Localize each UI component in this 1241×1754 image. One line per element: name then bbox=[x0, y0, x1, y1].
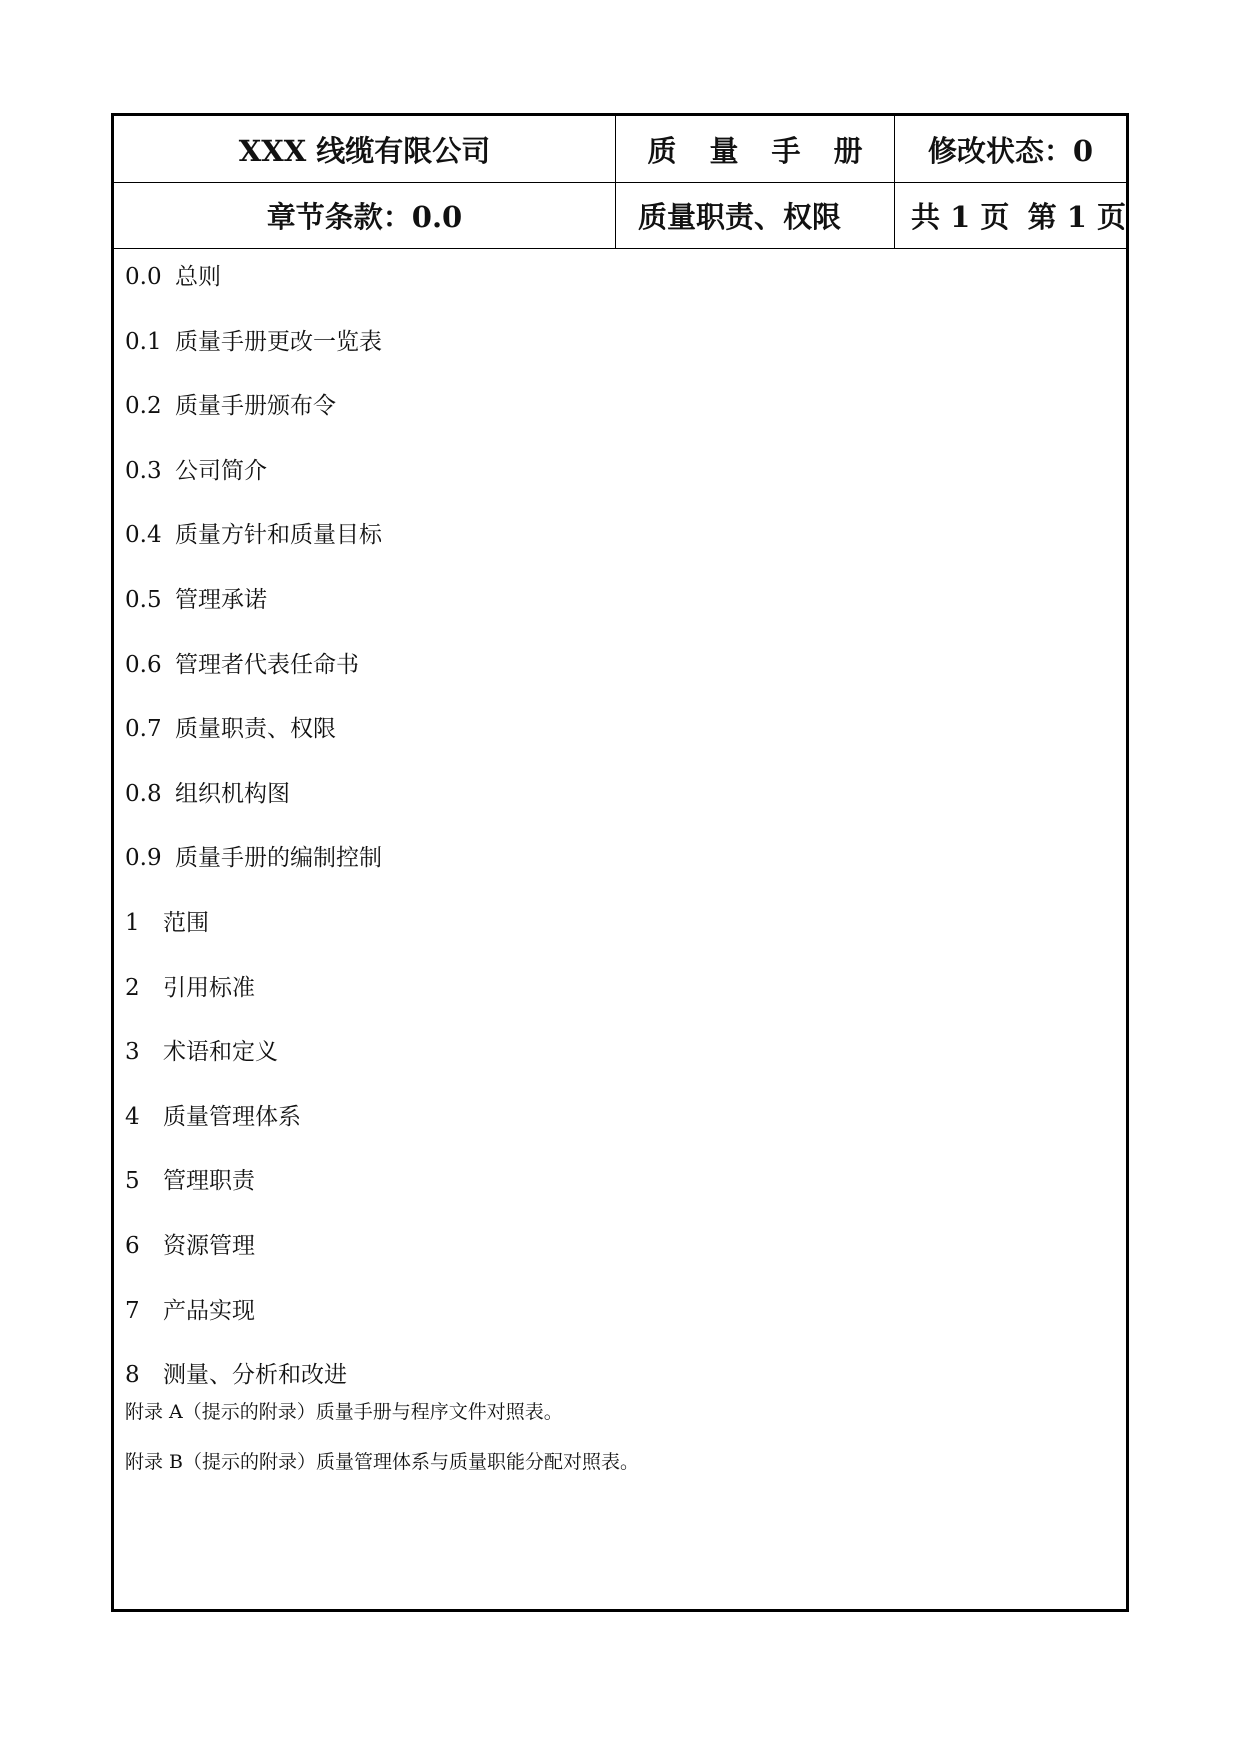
toc-title: 组织机构图 bbox=[175, 780, 290, 807]
toc-item bbox=[125, 1037, 382, 1102]
toc-number: 0.3 bbox=[125, 457, 162, 484]
toc-item bbox=[125, 262, 382, 327]
toc-number: 7 bbox=[125, 1297, 140, 1324]
toc-number: 0.7 bbox=[125, 716, 162, 743]
toc-item bbox=[125, 1102, 382, 1167]
toc-title: 术语和定义 bbox=[163, 1039, 278, 1066]
toc-item bbox=[125, 973, 382, 1038]
page-count bbox=[895, 183, 1126, 248]
toc-title: 管理职责 bbox=[163, 1168, 255, 1195]
toc-title: 管理者代表任命书 bbox=[175, 651, 359, 678]
toc-item bbox=[125, 1296, 382, 1361]
toc-title: 质量手册更改一览表 bbox=[175, 328, 382, 355]
toc-number: 0.2 bbox=[125, 393, 162, 420]
toc-item bbox=[125, 714, 382, 779]
toc-title: 资源管理 bbox=[163, 1232, 255, 1259]
toc-item bbox=[125, 391, 382, 456]
toc-number: 3 bbox=[125, 1039, 140, 1066]
toc-title: 质量职责、权限 bbox=[175, 716, 336, 743]
header-row-1 bbox=[114, 116, 1126, 183]
revision-status: 修改状态：0 bbox=[927, 133, 1094, 168]
toc-item bbox=[125, 585, 382, 650]
toc-item bbox=[125, 520, 382, 585]
contents-body bbox=[114, 249, 1126, 1609]
toc-number: 0.8 bbox=[125, 780, 162, 807]
toc-title: 管理承诺 bbox=[175, 586, 267, 613]
toc-title: 范围 bbox=[163, 909, 209, 936]
toc-number: 0.5 bbox=[125, 586, 162, 613]
toc-number: 0.6 bbox=[125, 651, 162, 678]
total-pages: 共 1 页 bbox=[911, 200, 1010, 234]
toc-item bbox=[125, 908, 382, 973]
toc-item bbox=[125, 843, 382, 908]
toc-title: 测量、分析和改进 bbox=[163, 1362, 347, 1389]
toc-number: 4 bbox=[125, 1103, 140, 1130]
toc-title: 质量手册的编制控制 bbox=[175, 845, 382, 872]
toc-title: 质量方针和质量目标 bbox=[175, 522, 382, 549]
toc-item bbox=[125, 456, 382, 521]
company-name: XXX 线缆有限公司 bbox=[114, 116, 616, 182]
toc-title: 产品实现 bbox=[163, 1297, 255, 1324]
toc-number: 0.4 bbox=[125, 522, 162, 549]
toc-title: 质量手册颁布令 bbox=[175, 393, 336, 420]
document-type: 质量手册 bbox=[616, 116, 895, 182]
toc-item bbox=[125, 1231, 382, 1296]
toc-number: 6 bbox=[125, 1232, 140, 1259]
toc-title: 引用标准 bbox=[163, 974, 255, 1001]
section-title: 质量职责、权限 bbox=[616, 183, 895, 248]
toc-number: 8 bbox=[125, 1362, 140, 1389]
page-number: 第 1 页 bbox=[1027, 200, 1126, 234]
header-row-2 bbox=[114, 183, 1126, 249]
toc-number: 0.1 bbox=[125, 328, 162, 355]
toc-title: 总则 bbox=[175, 264, 221, 290]
toc-number: 5 bbox=[125, 1168, 140, 1195]
toc-item bbox=[125, 650, 382, 715]
toc-item bbox=[125, 779, 382, 844]
manual-page-frame bbox=[111, 113, 1129, 1612]
toc-item bbox=[125, 327, 382, 392]
toc-number: 0.9 bbox=[125, 845, 162, 872]
toc-number: 1 bbox=[125, 909, 140, 936]
toc-title: 公司简介 bbox=[175, 457, 267, 484]
clause-number: 章节条款：0.0 bbox=[114, 183, 616, 248]
appendix-a: 附录 A（提示的附录）质量手册与程序文件对照表。 bbox=[125, 1401, 563, 1423]
toc-number: 0.0 bbox=[125, 264, 162, 290]
table-of-contents bbox=[125, 262, 382, 1425]
toc-item bbox=[125, 1166, 382, 1231]
toc-title: 质量管理体系 bbox=[163, 1103, 301, 1130]
toc-number: 2 bbox=[125, 974, 140, 1001]
appendix-b: 附录 B（提示的附录）质量管理体系与质量职能分配对照表。 bbox=[125, 1451, 640, 1473]
